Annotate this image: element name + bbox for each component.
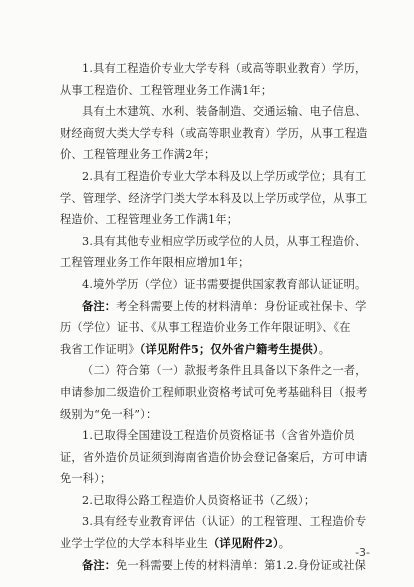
text-run: 我省工作证明》 [60, 342, 140, 356]
text-run: 历（学位）证书、《从事工程造价业务工作年限证明》、《在 [60, 321, 351, 335]
text-line [60, 360, 378, 382]
text-run: 免一科）； [60, 472, 112, 486]
paragraph [60, 490, 378, 512]
paragraph [60, 101, 378, 166]
text-run: 1.具有工程造价专业大学专科（或高等职业教育）学历， [82, 62, 367, 75]
text-run: 3.具有其他专业相应学历或学位的人员，从事工程造价、 [82, 234, 367, 248]
text-line [60, 209, 378, 231]
text-run: 1.已取得全国建设工程造价员资格证书（含省外造价员 [82, 429, 355, 443]
text-run: 3.具有经专业教育评估（认证）的工程管理、工程造价专 [82, 515, 367, 529]
text-line [60, 274, 378, 296]
paragraph [60, 555, 378, 577]
text-line [60, 231, 378, 253]
text-run: 。 [318, 342, 331, 356]
text-line [60, 447, 378, 469]
text-run: （二）符合第（一）款报考条件且具备以下条件之一者， [82, 364, 367, 378]
text-line [60, 188, 378, 210]
text-line [60, 511, 378, 533]
paragraph [60, 274, 378, 296]
text-run: 证，省外造价员证须到海南省造价协会登记备案后，方可申请 [60, 450, 368, 464]
text-line [60, 296, 378, 318]
text-line [60, 404, 378, 426]
text-run: 考全科需要上传的材料清单：身份证或社保卡、学 [116, 299, 367, 313]
text-run: 免一科需要上传的材料清单：第1.2.身份证或社保 [116, 558, 367, 572]
text-line [60, 58, 378, 80]
text-run: 学、管理学、经济学门类大学本科及以上学历或学位，从事工 [60, 191, 368, 205]
text-run: 工程管理业务工作年限相应增加1年； [60, 256, 250, 270]
text-line [60, 555, 378, 577]
text-run: 。 [278, 537, 291, 551]
text-line [60, 339, 378, 361]
paragraph [60, 296, 378, 361]
bold-text: 备注： [82, 298, 117, 313]
text-run: 业学士学位的大学本科毕业生 [60, 537, 209, 551]
text-line [60, 123, 378, 145]
page-number: -3- [355, 546, 370, 559]
paragraph [60, 58, 378, 101]
text-line [60, 144, 378, 166]
bold-text: 备注： [82, 557, 117, 572]
text-line [60, 490, 378, 512]
paragraph [60, 511, 378, 554]
paragraph [60, 425, 378, 490]
text-line [60, 382, 378, 404]
text-run: 4.境外学历（学位）证书需要提供国家教育部认证证明。 [82, 277, 367, 291]
text-line [60, 80, 378, 102]
text-line [60, 317, 378, 339]
bold-text: （详见附件2） [208, 536, 279, 551]
text-run: 财经商贸大类大学专科（或高等职业教育）学历，从事工程造 [60, 126, 368, 140]
text-line [60, 101, 378, 123]
bold-text: （详见附件5；仅外省户籍考生提供） [139, 341, 319, 356]
text-run: 价、工程管理业务工作满2年； [60, 148, 216, 162]
document-body [60, 58, 378, 576]
text-run: 申请参加二级造价工程师职业资格考试可免考基础科目（报考 [60, 385, 368, 399]
text-line [60, 166, 378, 188]
text-line [60, 252, 378, 274]
text-line [60, 425, 378, 447]
paragraph [60, 360, 378, 425]
text-line [60, 468, 378, 490]
text-run: 程造价、工程管理业务工作满1年； [60, 213, 239, 227]
text-run: 从事工程造价、工程管理业务工作满1年； [60, 83, 273, 97]
paragraph [60, 231, 378, 274]
text-line [60, 533, 378, 555]
paragraph [60, 166, 378, 231]
text-run: 2.已取得公路工程造价人员资格证书（乙级）； [82, 493, 316, 507]
text-run: 2.具有工程造价专业大学本科及以上学历或学位；具有工 [82, 169, 367, 183]
text-run: 级别为“免一科”）： [60, 407, 158, 421]
text-run: 具有土木建筑、水利、装备制造、交通运输、电子信息、 [82, 105, 367, 119]
